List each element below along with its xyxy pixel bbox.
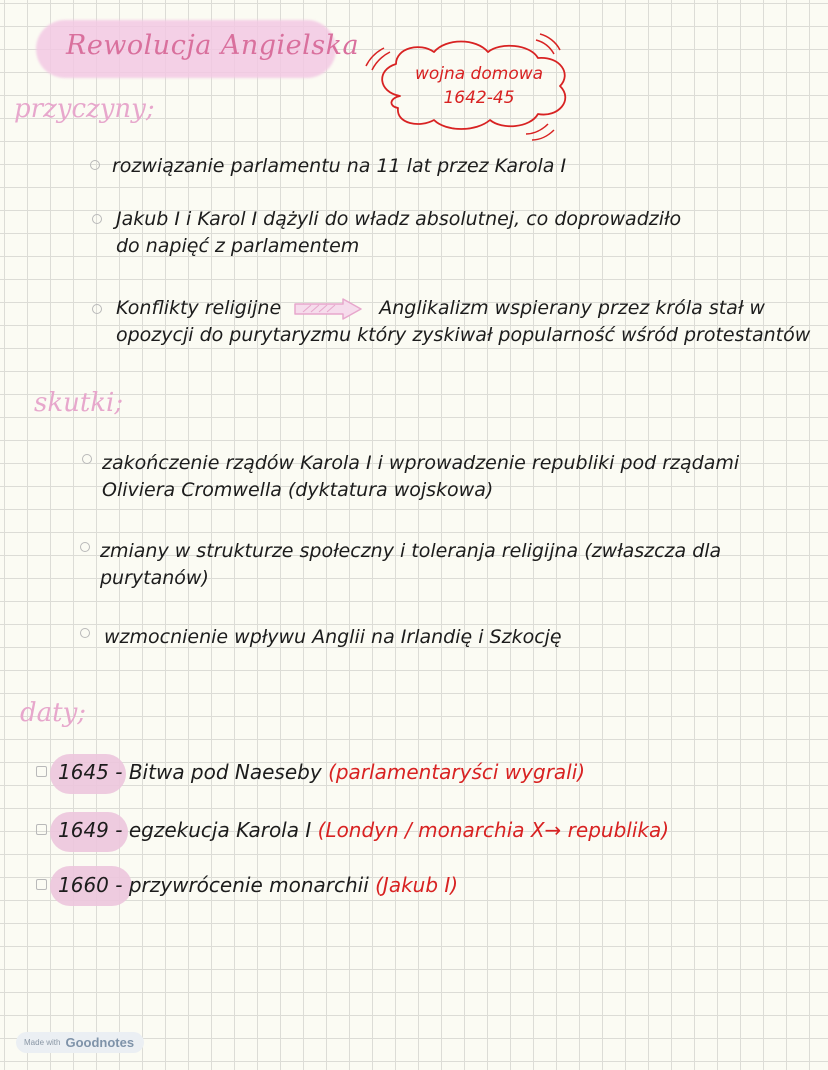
effect-item-2-line-2: purytanów) xyxy=(100,567,209,589)
section-heading-effects: skutki; xyxy=(34,388,124,418)
cloud-line-2: 1642-45 xyxy=(443,88,515,108)
date-item-2 xyxy=(58,818,669,842)
cause-item-1-line-1: rozwiązanie parlamentu na 11 lat przez Karola I xyxy=(112,155,567,177)
cause-item-2-line-2: do napięć z parlamentem xyxy=(116,235,360,257)
section-heading-dates: daty; xyxy=(20,698,87,728)
arrow-right-icon xyxy=(291,298,369,320)
bullet-icon xyxy=(92,214,102,224)
cloud-line-1: wojna domowa xyxy=(414,64,544,84)
effect-item-3 xyxy=(104,624,562,651)
cloud-annotation xyxy=(398,62,560,110)
date-year: 1645 xyxy=(58,760,109,784)
date-event: - egzekucja Karola I xyxy=(115,818,312,842)
section-heading-causes: przyczyny; xyxy=(14,94,155,124)
effect-item-1-line-2: Oliviera Cromwella (dyktatura wojskowa) xyxy=(102,479,494,501)
date-item-3 xyxy=(58,873,458,897)
date-year: 1649 xyxy=(58,818,109,842)
goodnotes-badge xyxy=(16,1032,144,1053)
date-item-1 xyxy=(58,760,585,784)
bullet-icon xyxy=(82,454,92,464)
bullet-icon xyxy=(80,628,90,638)
date-note: (Jakub I) xyxy=(375,873,459,897)
badge-small-text: Made with xyxy=(24,1038,61,1047)
cause-item-2 xyxy=(116,206,681,260)
effect-item-2-line-1: zmiany w strukturze społeczny i toleranja religijna (zwłaszcza dla xyxy=(100,540,722,562)
checkbox-icon xyxy=(36,766,47,777)
cause-item-2-line-1: Jakub I i Karol I dążyli do władz absolutnej, co doprowadziło xyxy=(116,208,682,230)
bullet-icon xyxy=(80,542,90,552)
cause-item-3 xyxy=(116,295,810,349)
date-year: 1660 xyxy=(58,873,109,897)
date-event: - Bitwa pod Naeseby xyxy=(115,760,322,784)
bullet-icon xyxy=(90,160,100,170)
cause-item-3-line-2: opozycji do purytaryzmu który zyskiwał popularność wśród protestantów xyxy=(116,324,811,346)
cause-item-1 xyxy=(112,153,566,180)
effect-item-1 xyxy=(102,450,739,504)
checkbox-icon xyxy=(36,879,47,890)
date-event: - przywrócenie monarchii xyxy=(115,873,369,897)
badge-brand: Goodnotes xyxy=(65,1035,135,1050)
checkbox-icon xyxy=(36,824,47,835)
date-note: (parlamentaryści wygrali) xyxy=(328,760,586,784)
cause-item-3-rest: Anglikalizm wspierany przez króla stał w xyxy=(379,297,765,319)
cause-item-3-lead: Konflikty religijne xyxy=(116,297,282,319)
effect-item-3-line-1: wzmocnienie wpływu Anglii na Irlandię i Szkocję xyxy=(104,626,562,648)
page-title: Rewolucja Angielska xyxy=(66,30,360,61)
date-note: (Londyn / monarchia X→ republika) xyxy=(317,818,670,842)
bullet-icon xyxy=(92,304,102,314)
effect-item-1-line-1: zakończenie rządów Karola I i wprowadzenie republiki pod rządami xyxy=(102,452,740,474)
effect-item-2 xyxy=(100,538,721,592)
